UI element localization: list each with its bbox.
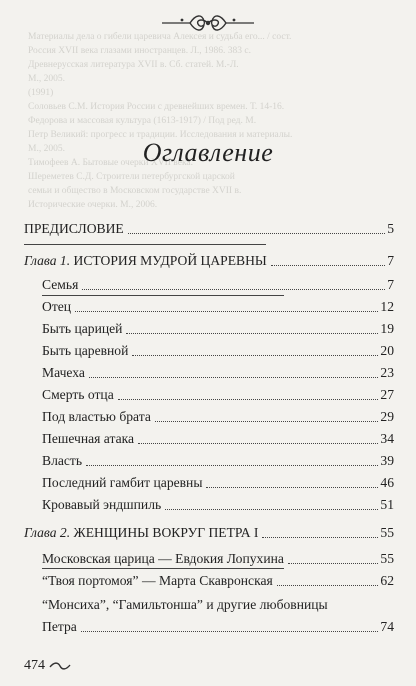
toc-item-wrapped-line1[interactable] bbox=[24, 594, 394, 616]
toc-page: 19 bbox=[380, 321, 394, 336]
toc-label: Смерть отца bbox=[42, 387, 114, 402]
toc-label: Петра bbox=[42, 619, 77, 634]
dot-leader bbox=[128, 233, 385, 234]
tilde-ornament-icon bbox=[49, 661, 71, 671]
dot-leader bbox=[75, 311, 378, 312]
toc-item[interactable] bbox=[24, 318, 394, 340]
toc-item[interactable] bbox=[24, 548, 394, 570]
flourish-icon bbox=[160, 12, 256, 34]
toc-label: Семья bbox=[42, 277, 79, 292]
bleed-through-line: семьи и общество в Московском государстве XVII в. bbox=[28, 186, 242, 196]
bleed-through-line: Соловьев С.М. История России с древнейших времен. Т. 14-16. bbox=[28, 102, 285, 112]
chapter-2-sections bbox=[24, 548, 394, 592]
toc-item-wrapped-line2[interactable] bbox=[24, 616, 394, 638]
toc-item[interactable] bbox=[24, 274, 394, 296]
toc-item[interactable] bbox=[24, 362, 394, 384]
toc-page: 34 bbox=[380, 431, 394, 446]
toc-item[interactable] bbox=[24, 384, 394, 406]
toc-item[interactable] bbox=[24, 406, 394, 428]
toc-preface[interactable] bbox=[24, 218, 394, 240]
toc-item[interactable] bbox=[24, 340, 394, 362]
chapter-1-sections bbox=[24, 274, 394, 516]
header-ornament bbox=[0, 12, 416, 39]
toc-label: Власть bbox=[42, 453, 83, 468]
toc-item[interactable] bbox=[24, 472, 394, 494]
dot-leader bbox=[277, 585, 379, 586]
toc-label: Под властью брата bbox=[42, 409, 151, 424]
toc-page: 55 bbox=[380, 551, 394, 566]
dot-leader bbox=[262, 537, 378, 538]
toc-page: 23 bbox=[380, 365, 394, 380]
toc-label: Последний гамбит царевны bbox=[42, 475, 203, 490]
bleed-through-line: Тимофеев А. Бытовые очерки XVII века. bbox=[28, 158, 194, 168]
page-footer bbox=[24, 658, 71, 674]
toc-label: Московская царица — Евдокия Лопухина bbox=[42, 551, 284, 566]
dot-leader bbox=[89, 377, 378, 378]
bleed-through-line: Федорова и массовая культура (1613-1917) / Под ред. М. bbox=[28, 116, 257, 126]
dot-leader bbox=[86, 465, 378, 466]
toc-page: 5 bbox=[387, 221, 394, 236]
toc-page: 51 bbox=[380, 497, 394, 512]
bleed-through-line: (1991) bbox=[28, 88, 54, 98]
toc-page: 27 bbox=[380, 387, 394, 402]
bleed-through-line: М., 2005. bbox=[28, 74, 65, 84]
bleed-through-line: Петр Великий: прогресс и традиции. Исследования и материалы. bbox=[28, 130, 293, 140]
toc-chapter-1[interactable] bbox=[24, 250, 394, 272]
toc-label: Мачеха bbox=[42, 365, 85, 380]
toc-label: Быть царевной bbox=[42, 343, 129, 358]
bleed-through-line: Древнерусская литература XVII в. Сб. статей. М.-Л. bbox=[28, 60, 239, 70]
toc-page: 62 bbox=[380, 573, 394, 588]
chapter-number: Глава 2. bbox=[24, 525, 71, 540]
chapter-title: ИСТОРИЯ МУДРОЙ ЦАРЕВНЫ bbox=[73, 253, 267, 268]
toc-label: “Монсиха”, “Гамильтонша” и другие любовницы bbox=[42, 597, 328, 612]
dot-leader bbox=[132, 355, 378, 356]
toc-page: 7 bbox=[387, 253, 394, 268]
bleed-through-line: Россия XVII века глазами иностранцев. Л., 1986. 383 с. bbox=[28, 46, 251, 56]
toc-item[interactable] bbox=[24, 570, 394, 592]
divider bbox=[24, 244, 266, 245]
chapter-number: Глава 1. bbox=[24, 253, 71, 268]
toc-page: 55 bbox=[380, 525, 394, 540]
toc-label: “Твоя портомоя” — Марта Скавронская bbox=[42, 573, 273, 588]
dot-leader bbox=[126, 333, 378, 334]
toc-chapter-2[interactable] bbox=[24, 522, 394, 544]
dot-leader bbox=[81, 631, 379, 632]
toc-page: 7 bbox=[387, 277, 394, 292]
toc-label: Кровавый эндшпиль bbox=[42, 497, 162, 512]
toc-page: 12 bbox=[380, 299, 394, 314]
dot-leader bbox=[271, 265, 385, 266]
bleed-through-line: Исторические очерки. М., 2006. bbox=[28, 200, 158, 210]
toc-page: 46 bbox=[380, 475, 394, 490]
bleed-through-line: Материалы дела о гибели царевича Алексея и судьба его... / сост. bbox=[28, 32, 292, 42]
toc-label: Отец bbox=[42, 299, 72, 314]
chapter-title: ЖЕНЩИНЫ ВОКРУГ ПЕТРА I bbox=[73, 525, 259, 540]
bleed-through-line: Шереметев С.Д. Строители петербургской царской bbox=[28, 172, 235, 182]
dot-leader bbox=[118, 399, 379, 400]
toc-label: Быть царицей bbox=[42, 321, 123, 336]
toc-page: 20 bbox=[380, 343, 394, 358]
dot-leader bbox=[138, 443, 378, 444]
toc-label: ПРЕДИСЛОВИЕ bbox=[24, 221, 124, 236]
dot-leader bbox=[165, 509, 378, 510]
toc-item[interactable] bbox=[24, 296, 394, 318]
bleed-through-line: М., 2005. bbox=[28, 144, 65, 154]
table-of-contents bbox=[24, 218, 394, 638]
dot-leader bbox=[206, 487, 378, 488]
toc-label: Пешечная атака bbox=[42, 431, 135, 446]
toc-page: 29 bbox=[380, 409, 394, 424]
page-number: 474 bbox=[24, 658, 45, 673]
toc-item[interactable] bbox=[24, 428, 394, 450]
toc-page: 74 bbox=[380, 619, 394, 634]
page-title: Оглавление bbox=[142, 138, 274, 167]
dot-leader bbox=[155, 421, 379, 422]
toc-page: 39 bbox=[380, 453, 394, 468]
dot-leader bbox=[288, 563, 378, 564]
toc-item[interactable] bbox=[24, 450, 394, 472]
dot-leader bbox=[82, 289, 385, 290]
toc-item[interactable] bbox=[24, 494, 394, 516]
